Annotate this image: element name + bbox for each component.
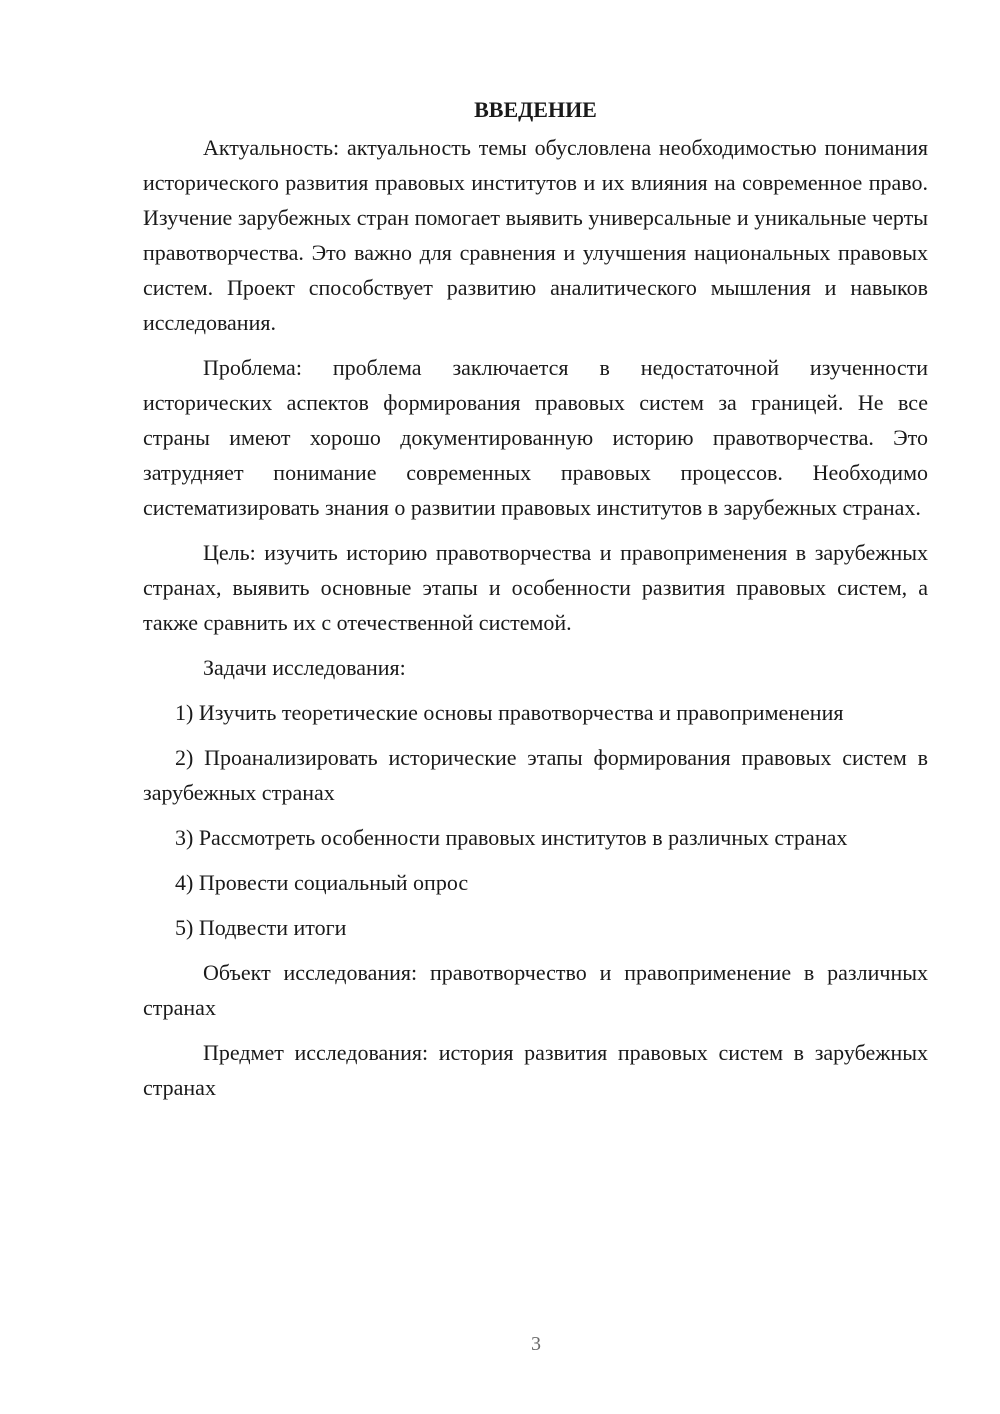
document-page	[143, 92, 928, 1115]
task-item-1: 1) Изучить теоретические основы правотворчества и правоприменения	[175, 700, 844, 725]
task-item-2: 2) Проанализировать исторические этапы формирования правовых систем в зарубежных странах	[143, 745, 928, 805]
paragraph-object: Объект исследования: правотворчество и правоприменение в различных странах	[143, 960, 928, 1020]
task-item-3: 3) Рассмотреть особенности правовых институтов в различных странах	[175, 825, 848, 850]
paragraph-subject: Предмет исследования: история развития правовых систем в зарубежных странах	[143, 1040, 928, 1100]
paragraph-problem: Проблема: проблема заключается в недостаточной изученности исторических аспектов формирования правовых систем за границей. Не все страны имеют хорошо документированную историю правотворчества. Это затрудняет понимание современных правовых процессов. Необходимо систематизировать знания о развитии правовых институтов в зарубежных странах.	[143, 355, 928, 520]
task-item-5: 5) Подвести итоги	[175, 915, 347, 940]
paragraph-relevance: Актуальность: актуальность темы обусловлена необходимостью понимания исторического развития правовых институтов и их влияния на современное право. Изучение зарубежных стран помогает выявить универсальные и уникальные черты правотворчества. Это важно для сравнения и улучшения национальных правовых систем. Проект способствует развитию аналитического мышления и навыков исследования.	[143, 135, 928, 335]
task-item-4: 4) Провести социальный опрос	[175, 870, 469, 895]
page-title: ВВЕДЕНИЕ	[474, 97, 597, 122]
paragraph-goal: Цель: изучить историю правотворчества и правоприменения в зарубежных странах, выявить основные этапы и особенности развития правовых систем, а также сравнить их с отечественной системой.	[143, 540, 928, 635]
page-number: 3	[531, 1333, 541, 1355]
tasks-heading: Задачи исследования:	[203, 655, 406, 680]
